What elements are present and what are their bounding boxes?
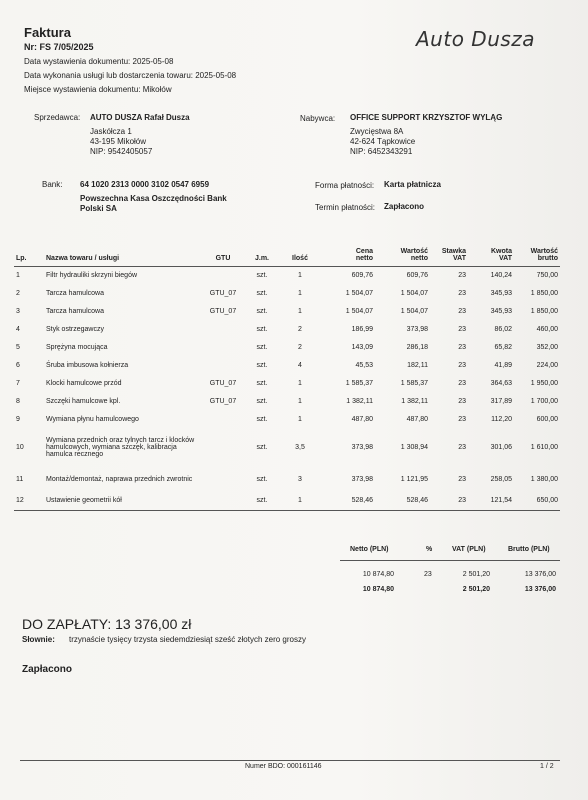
cell-gross: 750,00 xyxy=(536,271,558,279)
cell-gross: 650,00 xyxy=(536,497,558,505)
cell-unit: szt. xyxy=(256,271,268,279)
cell-lp: 1 xyxy=(16,271,20,279)
cell-lp: 10 xyxy=(16,443,24,451)
cell-net: 1 121,95 xyxy=(400,475,428,483)
cell-vat: 364,63 xyxy=(490,379,512,387)
table-row xyxy=(14,492,560,510)
cell-name: Filtr hydrauliki skrzyni biegów xyxy=(46,271,138,279)
cell-gtu xyxy=(202,356,244,374)
summary-pct: 23 xyxy=(424,571,432,578)
cell-name: Klocki hamulcowe przód xyxy=(46,379,122,387)
cell-qty: 1 xyxy=(298,497,302,505)
cell-price: 1 504,07 xyxy=(345,307,373,315)
col-price: Cena netto xyxy=(355,247,373,262)
cell-gross: 1 380,00 xyxy=(530,475,558,483)
table-row xyxy=(14,374,560,392)
summary-net: 10 874,80 xyxy=(362,571,394,578)
cell-gtu xyxy=(202,266,244,284)
cell-gtu xyxy=(202,466,244,492)
company-logo: Auto Dusza xyxy=(416,27,536,51)
issue-place: Miejsce wystawienia dokumentu: Mikołów xyxy=(24,85,172,94)
buyer-nip: NIP: 6452343291 xyxy=(350,147,413,156)
table-row xyxy=(14,302,560,320)
table-row xyxy=(14,392,560,410)
table-row xyxy=(14,428,560,466)
cell-vat: 121,54 xyxy=(490,497,512,505)
seller-label: Sprzedawca: xyxy=(34,113,81,122)
cell-gtu xyxy=(202,410,244,428)
cell-qty: 3 xyxy=(298,475,302,483)
cell-name: Montaż/demontaż, naprawa przednich zwrotnic xyxy=(46,475,193,483)
cell-gtu xyxy=(202,428,244,466)
cell-lp: 11 xyxy=(16,475,24,483)
cell-qty: 2 xyxy=(298,325,302,333)
cell-price: 1 382,11 xyxy=(346,397,373,405)
summary-gross: 13 376,00 xyxy=(524,571,556,578)
cell-rate: 23 xyxy=(458,475,466,483)
summary-net-header: Netto (PLN) xyxy=(350,546,389,553)
cell-unit: szt. xyxy=(256,443,268,451)
amount-in-words: trzynaście tysięcy trzysta siedemdziesiąt sześć złotych zero groszy xyxy=(69,635,306,644)
cell-vat: 317,89 xyxy=(490,397,512,405)
cell-name: Tarcza hamulcowa xyxy=(46,289,104,297)
cell-price: 528,46 xyxy=(351,497,373,505)
cell-vat: 140,24 xyxy=(490,271,512,279)
col-unit: J.m. xyxy=(254,254,269,262)
cell-rate: 23 xyxy=(458,271,466,279)
cell-lp: 9 xyxy=(16,415,20,423)
table-row xyxy=(14,466,560,492)
col-rate: Stawka VAT xyxy=(441,247,466,262)
cell-lp: 4 xyxy=(16,325,20,333)
cell-rate: 23 xyxy=(458,307,466,315)
col-qty: Ilość xyxy=(292,254,308,262)
cell-gtu xyxy=(202,320,244,338)
cell-vat: 41,89 xyxy=(494,361,512,369)
cell-gross: 600,00 xyxy=(536,415,558,423)
cell-gross: 352,00 xyxy=(536,343,558,351)
amount-due: DO ZAPŁATY: 13 376,00 zł xyxy=(22,616,192,632)
cell-rate: 23 xyxy=(458,497,466,505)
cell-unit: szt. xyxy=(256,325,268,333)
cell-rate: 23 xyxy=(458,343,466,351)
cell-price: 487,80 xyxy=(351,415,373,423)
payment-status: Zapłacono xyxy=(22,664,73,675)
cell-unit: szt. xyxy=(256,475,268,483)
cell-price: 1 585,37 xyxy=(345,379,373,387)
buyer-street: Zwycięstwa 8A xyxy=(350,127,404,136)
footer-divider xyxy=(20,760,560,761)
cell-qty: 1 xyxy=(298,379,302,387)
cell-net: 1 504,07 xyxy=(400,307,428,315)
cell-lp: 2 xyxy=(16,289,20,297)
cell-qty: 4 xyxy=(298,361,302,369)
cell-gross: 1 850,00 xyxy=(530,307,558,315)
cell-rate: 23 xyxy=(458,289,466,297)
cell-qty: 1 xyxy=(298,289,302,297)
cell-price: 609,76 xyxy=(351,271,373,279)
document-title: Faktura xyxy=(24,25,71,40)
seller-nip: NIP: 9542405057 xyxy=(90,147,153,156)
cell-price: 373,98 xyxy=(351,443,373,451)
cell-net: 1 585,37 xyxy=(400,379,428,387)
col-gtu: GTU xyxy=(215,254,231,262)
buyer-name: OFFICE SUPPORT KRZYSZTOF WYLĄG xyxy=(350,113,503,122)
items-table xyxy=(14,236,560,511)
table-row xyxy=(14,410,560,428)
cell-gtu: GTU_07 xyxy=(209,379,237,387)
cell-rate: 23 xyxy=(458,379,466,387)
summary-pct-header: % xyxy=(426,546,433,553)
seller-street: Jaskółcza 1 xyxy=(90,127,132,136)
page-number: 1 / 2 xyxy=(540,763,554,770)
cell-price: 1 504,07 xyxy=(345,289,373,297)
summary-total-gross: 13 376,00 xyxy=(524,586,556,593)
cell-unit: szt. xyxy=(256,289,268,297)
service-date: Data wykonania usługi lub dostarczenia towaru: 2025-05-08 xyxy=(24,71,237,80)
cell-unit: szt. xyxy=(256,343,268,351)
bdo-number: Numer BDO: 000161146 xyxy=(245,763,322,770)
buyer-label: Nabywca: xyxy=(300,114,336,123)
table-header-row xyxy=(14,236,560,266)
cell-vat: 301,06 xyxy=(490,443,512,451)
invoice-number: Nr: FS 7/05/2025 xyxy=(24,42,94,52)
bank-name-line2: Polski SA xyxy=(80,204,117,213)
cell-unit: szt. xyxy=(256,415,268,423)
cell-vat: 345,93 xyxy=(490,307,512,315)
cell-net: 182,11 xyxy=(407,361,428,369)
cell-price: 373,98 xyxy=(351,475,373,483)
bank-label: Bank: xyxy=(42,180,63,189)
summary-divider xyxy=(340,560,560,561)
cell-gross: 460,00 xyxy=(536,325,558,333)
cell-unit: szt. xyxy=(256,497,268,505)
cell-lp: 12 xyxy=(16,497,24,505)
cell-lp: 5 xyxy=(16,343,20,351)
cell-vat: 65,82 xyxy=(494,343,512,351)
cell-qty: 3,5 xyxy=(295,443,305,451)
cell-unit: szt. xyxy=(256,307,268,315)
bank-account: 64 1020 2313 0000 3102 0547 6959 xyxy=(80,180,210,189)
cell-name: Szczęki hamulcowe kpl. xyxy=(46,397,121,405)
table-row xyxy=(14,338,560,356)
cell-gtu xyxy=(202,338,244,356)
cell-net: 487,80 xyxy=(406,415,428,423)
cell-rate: 23 xyxy=(458,361,466,369)
cell-name: Styk ostrzegawczy xyxy=(46,325,104,333)
cell-gross: 1 950,00 xyxy=(530,379,558,387)
cell-net: 609,76 xyxy=(406,271,428,279)
cell-qty: 1 xyxy=(298,415,302,423)
cell-qty: 1 xyxy=(298,397,302,405)
summary-gross-header: Brutto (PLN) xyxy=(508,546,550,553)
payment-form-value: Karta płatnicza xyxy=(384,180,441,189)
cell-vat: 86,02 xyxy=(494,325,512,333)
cell-name: Ustawienie geometrii kół xyxy=(46,497,122,505)
cell-rate: 23 xyxy=(458,415,466,423)
cell-rate: 23 xyxy=(458,397,466,405)
seller-name: AUTO DUSZA Rafał Dusza xyxy=(90,113,190,122)
cell-qty: 1 xyxy=(298,271,302,279)
cell-lp: 3 xyxy=(16,307,20,315)
cell-net: 1 504,07 xyxy=(400,289,428,297)
col-net: Wartość netto xyxy=(400,247,428,262)
cell-name: Tarcza hamulcowa xyxy=(46,307,104,315)
cell-net: 1 308,94 xyxy=(400,443,428,451)
cell-lp: 6 xyxy=(16,361,20,369)
cell-lp: 7 xyxy=(16,379,20,387)
cell-gross: 1 700,00 xyxy=(530,397,558,405)
cell-vat: 112,20 xyxy=(491,415,512,423)
cell-gross: 224,00 xyxy=(536,361,558,369)
cell-gross: 1 610,00 xyxy=(530,443,558,451)
cell-unit: szt. xyxy=(256,379,268,387)
payment-form-label: Forma płatności: xyxy=(315,181,375,190)
cell-gtu: GTU_07 xyxy=(209,397,237,405)
cell-gtu: GTU_07 xyxy=(209,307,237,315)
cell-qty: 2 xyxy=(298,343,302,351)
cell-net: 373,98 xyxy=(406,325,428,333)
cell-qty: 1 xyxy=(298,307,302,315)
cell-gtu: GTU_07 xyxy=(209,289,237,297)
table-row xyxy=(14,284,560,302)
cell-vat: 345,93 xyxy=(490,289,512,297)
col-gross: Wartość brutto xyxy=(530,247,558,262)
cell-vat: 258,05 xyxy=(490,475,512,483)
cell-unit: szt. xyxy=(256,397,268,405)
summary-vat: 2 501,20 xyxy=(462,571,490,578)
cell-net: 286,18 xyxy=(406,343,428,351)
cell-unit: szt. xyxy=(256,361,268,369)
cell-rate: 23 xyxy=(458,443,466,451)
cell-price: 45,53 xyxy=(355,361,373,369)
cell-name: Sprężyna mocująca xyxy=(46,343,108,351)
cell-gross: 1 850,00 xyxy=(530,289,558,297)
cell-price: 143,09 xyxy=(351,343,373,351)
cell-name: Śruba imbusowa kołnierza xyxy=(46,361,129,369)
payment-term-label: Termin płatności: xyxy=(315,203,376,212)
col-name: Nazwa towaru / usługi xyxy=(46,254,120,262)
cell-name: Wymiana przednich oraz tylnych tarcz i klocków hamulcowych, wymiana szczęk, kalibracja hamulca recznego xyxy=(46,436,195,458)
table-row xyxy=(14,320,560,338)
payment-term-value: Zapłacono xyxy=(384,202,425,211)
cell-gtu xyxy=(202,492,244,510)
cell-net: 528,46 xyxy=(406,497,428,505)
words-label: Słownie: xyxy=(22,635,55,644)
cell-name: Wymiana płynu hamulcowego xyxy=(46,415,139,423)
cell-price: 186,99 xyxy=(351,325,373,333)
summary-vat-header: VAT (PLN) xyxy=(452,546,486,553)
seller-city: 43-195 Mikołów xyxy=(90,137,147,146)
bank-name-line1: Powszechna Kasa Oszczędności Bank xyxy=(80,194,227,203)
col-vat: Kwota VAT xyxy=(491,247,512,262)
issue-date: Data wystawienia dokumentu: 2025-05-08 xyxy=(24,57,174,66)
buyer-city: 42-624 Tąpkowice xyxy=(350,137,416,146)
summary-total-net: 10 874,80 xyxy=(362,586,394,593)
cell-net: 1 382,11 xyxy=(401,397,428,405)
cell-rate: 23 xyxy=(458,325,466,333)
col-lp: Lp. xyxy=(16,254,27,262)
cell-lp: 8 xyxy=(16,397,20,405)
table-row xyxy=(14,356,560,374)
summary-total-vat: 2 501,20 xyxy=(462,586,490,593)
table-row xyxy=(14,266,560,284)
